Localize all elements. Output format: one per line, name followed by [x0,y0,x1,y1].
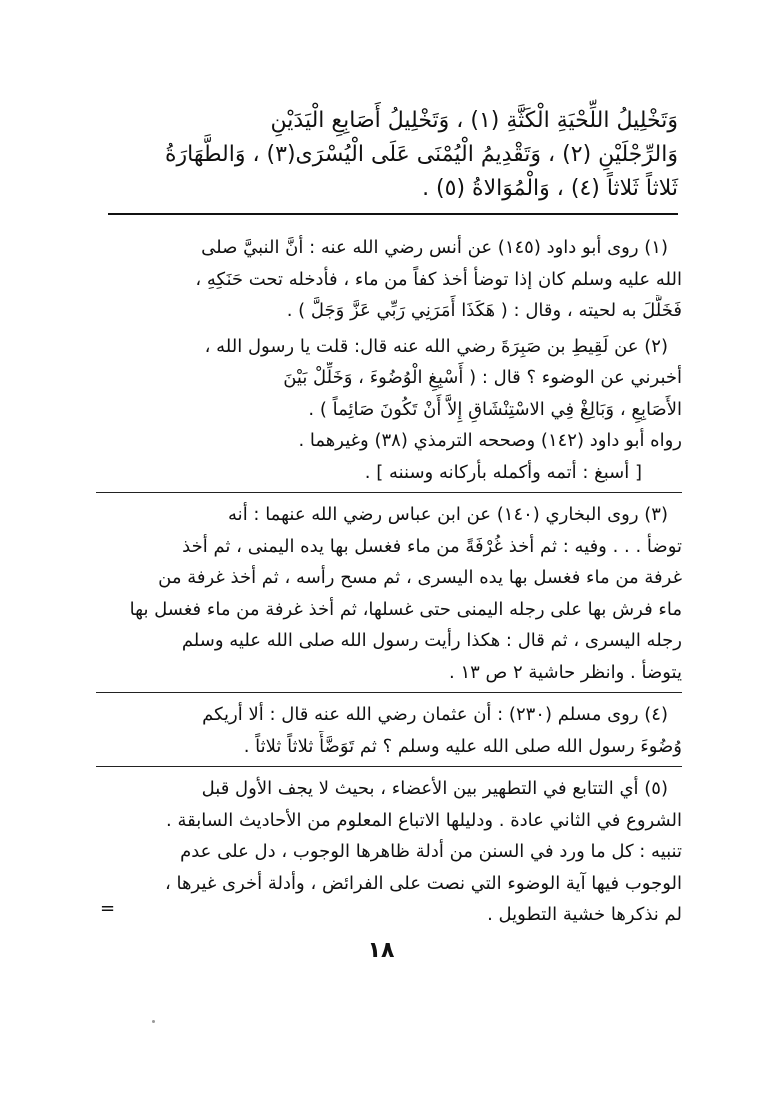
footnote-line: فَخَلَّلَ به لحيته ، وقال : ( هَكَذَا أَمَرَنِي رَبِّي عَزَّ وَجَلَّ ) . [286,300,682,321]
footnote-line: لم نذكرها خشية التطويل . [487,904,682,925]
continuation-mark: = [100,898,116,919]
footnote-3 [96,499,682,688]
footnote-note-line: تنبيه : كل ما ورد في السنن من أدلة ظاهرها الوجوب ، دل على عدم [180,841,682,862]
footnotes-block [96,232,682,935]
footnote-separator [96,492,682,493]
footnote-line: أخبرني عن الوضوء ؟ قال : ( أَسْبِغِ الْوُضُوءَ ، وَخَلِّلْ بَيْنَ [283,367,682,388]
footnote-line: غرفة من ماء فغسل بها يده اليسرى ، ثم مسح رأسه ، ثم أخذ غرفة من [158,567,682,588]
footnote-line: ماء فرش بها على رجله اليمنى حتى غسلها، ثم أخذ غرفة من ماء فغسل بها [129,598,682,620]
footnote-line: (٤) روى مسلم (٢٣٠) : أن عثمان رضي الله عنه قال : ألا أريكم [202,704,668,725]
main-text-block [100,104,678,206]
page-number: ١٨ [367,938,395,963]
main-text-line: وَالرِّجْلَيْنِ (٢) ، وَتَقْدِيمُ الْيُمْنَى عَلَى الْيُسْرَى(٣) ، وَالطَّهَارَةُ [164,142,678,167]
footnote-line: توضأ . . . وفيه : ثم أخذ غُرْفَةً من ماء فغسل بها يده اليمنى ، ثم أخذ [182,535,682,557]
footnote-line: (١) روى أبو داود (١٤٥) عن أنس رضي الله عنه : أنَّ النبيَّ صلى [201,237,668,258]
footnote-2 [96,331,682,489]
footnote-4 [96,699,682,762]
footnote-separator [96,766,682,767]
footnote-separator [96,692,682,693]
footnote-line: رجله اليسرى ، ثم قال : هكذا رأيت رسول الله صلى الله عليه وسلم [181,630,682,651]
footnote-line: (٣) روى البخاري (١٤٠) عن ابن عباس رضي الله عنهما : أنه [228,504,668,525]
footnote-line: وُضُوءَ رسول الله صلى الله عليه وسلم ؟ ثم تَوَضَّأَ ثلاثاً ثلاثاً . [243,735,682,757]
footnote-divider [108,213,678,215]
footnote-line: (٢) عن لَقِيطِ بن صَبِرَةَ رضي الله عنه قال: قلت يا رسول الله ، [204,335,668,357]
footnote-line: (٥) أي التتابع في التطهير بين الأعضاء ، بحيث لا يجف الأول قبل [201,778,668,799]
footnote-line: الشروع في الثاني عادة . ودليلها الاتباع المعلوم من الأحاديث السابقة . [166,809,682,831]
footnote-line: رواه أبو داود (١٤٢) وصححه الترمذي (٣٨) وغيرهما . [298,430,682,451]
main-text-line: وَتَخْلِيلُ اللِّحْيَةِ الْكَثَّةِ (١) ، وَتَخْلِيلُ أَصَابِعِ الْيَدَيْنِ [270,108,678,133]
footnote-1 [96,232,682,327]
footnote-line: الأَصَابِعِ ، وَبَالِغْ فِي الاسْتِنْشَاقِ إِلاَّ أَنْ تَكُونَ صَائِماً ) . [308,398,682,420]
main-text-line: ثَلاثاً ثَلاثاً (٤) ، وَالْمُوَالاةُ (٥) . [422,176,678,201]
footnote-line: الله عليه وسلم كان إذا توضأ أخذ كفاً من ماء ، فأدخله تحت حَنَكِهِ ، [195,268,682,290]
footnote-line: يتوضأ . وانظر حاشية ٢ ص ١٣ . [449,661,682,683]
paper-speck [152,1020,155,1023]
footnote-line: الوجوب فيها آية الوضوء التي نصت على الفرائض ، وأدلة أخرى غيرها ، [165,872,682,894]
footnote-5 [96,773,682,931]
footnote-gloss: [ أسبغ : أتمه وأكمله بأركانه وسننه ] . [364,461,642,483]
